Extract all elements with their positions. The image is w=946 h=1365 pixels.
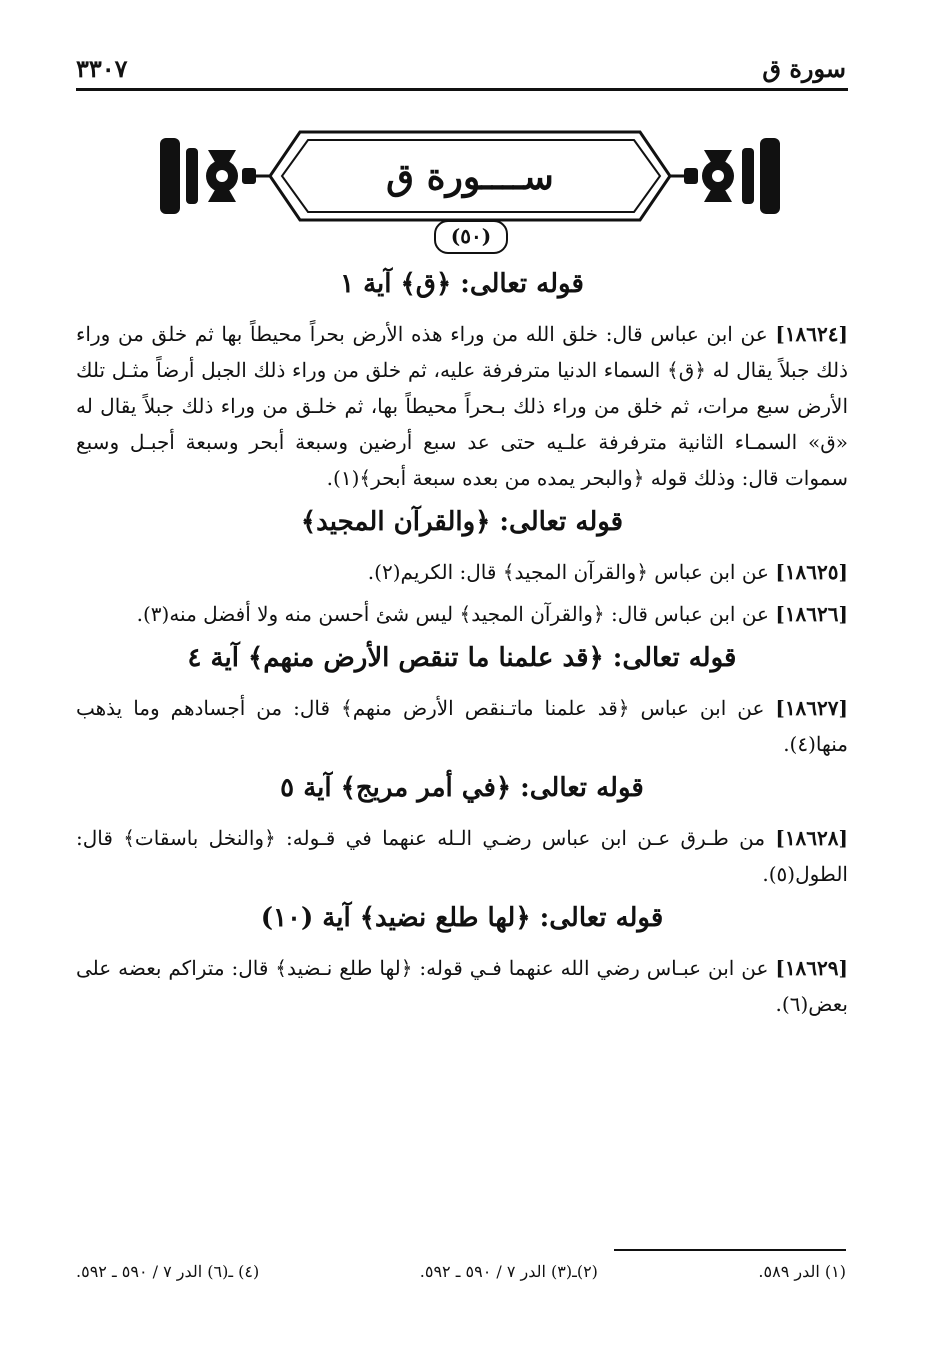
footnote-rule [614, 1249, 846, 1251]
hadith-number: [١٨٦٢٥] [775, 560, 848, 584]
footnote: (١) الدر ٥٨٩. [758, 1262, 846, 1281]
page-number: ٣٣٠٧ [76, 54, 128, 83]
hadith-text: من طـرق عـن ابن عباس رضـي الـله عنهما في قـوله: ﴿والنخل باسقات﴾ قال: الطول(٥). [76, 826, 848, 886]
hadith-paragraph [76, 596, 848, 632]
hadith-paragraph [76, 690, 848, 762]
hadith-paragraph [76, 820, 848, 892]
page-header [76, 48, 846, 88]
hadith-number: [١٨٦٢٧] [775, 696, 848, 720]
hadith-number: [١٨٦٢٨] [775, 826, 848, 850]
hadith-number: [١٨٦٢٩] [775, 956, 848, 980]
section-heading: قوله تعالى: ﴿لها طلع نضيد﴾ آية (١٠) [260, 903, 664, 933]
footnote: (٢)ـ(٣) الدر ٧ / ٥٩٠ ـ ٥٩٢. [419, 1262, 598, 1281]
running-head-surah: سورة ق [762, 54, 846, 83]
footnotes [76, 1262, 846, 1281]
hadith-text: عن ابن عباس قال: ﴿والقرآن المجيد﴾ ليس شئ أحسن منه ولا أفضل منه(٣). [136, 602, 776, 626]
footnote: (٤) ـ(٦) الدر ٧ / ٥٩٠ ـ ٥٩٢. [76, 1262, 260, 1281]
hadith-text: عن ابن عباس ﴿والقرآن المجيد﴾ قال: الكريم(٢). [367, 560, 776, 584]
section-heading: قوله تعالى: ﴿والقرآن المجيد﴾ [300, 507, 624, 537]
section-heading: قوله تعالى: ﴿ق﴾ آية ١ [340, 269, 584, 299]
surah-banner [150, 118, 790, 234]
surah-number: (٥٠) [434, 220, 508, 254]
section-heading: قوله تعالى: ﴿قد علمنا ما تنقص الأرض منهم﴾ آية ٤ [187, 643, 737, 673]
surah-title: ســــورة ق [386, 156, 554, 198]
main-content [76, 258, 848, 1028]
hadith-text: عن ابن عبـاس رضي الله عنهما فـي قوله: ﴿لها طلع نـضيد﴾ قال: متراكم بعضه على بعض(٦). [76, 956, 848, 1016]
hadith-number: [١٨٦٢٤] [775, 322, 848, 346]
hadith-text: عن ابن عباس قال: خلق الله من وراء هذه الأرض بحراً محيطاً بها ثم خلق من وراء ذلك جبلاً يقال له ﴿ق﴾ السماء الدنيا مترفرفة عليه، ثم خلق من وراء ذلك الجبل أرضاً مثـل تلك الأرض سبع مرات، ثم خلق من وراء ذلك بـحراً محيطاً بها، ثم خلـق من وراء ذلك جبلاً يقال له «ق» السمـاء الثانية مترفرفة علـيه حتى عد سبع أرضين وسبعة أبحر وسبعة أجبـل وسبع سموات قال: وذلك قوله ﴿والبحر يمده من بعده سبعة أبحر﴾(١). [76, 322, 849, 490]
hadith-paragraph [76, 554, 848, 590]
section-heading: قوله تعالى: ﴿في أمر مريج﴾ آية ٥ [280, 773, 644, 803]
header-rule [76, 88, 848, 91]
hadith-text: عن ابن عباس ﴿قد علمنا ماتـنقص الأرض منهم﴾ قال: من أجسادهم وما يذهب منها(٤). [76, 696, 848, 756]
hadith-number: [١٨٦٢٦] [775, 602, 848, 626]
hadith-paragraph [76, 316, 848, 496]
hadith-paragraph [76, 950, 848, 1022]
